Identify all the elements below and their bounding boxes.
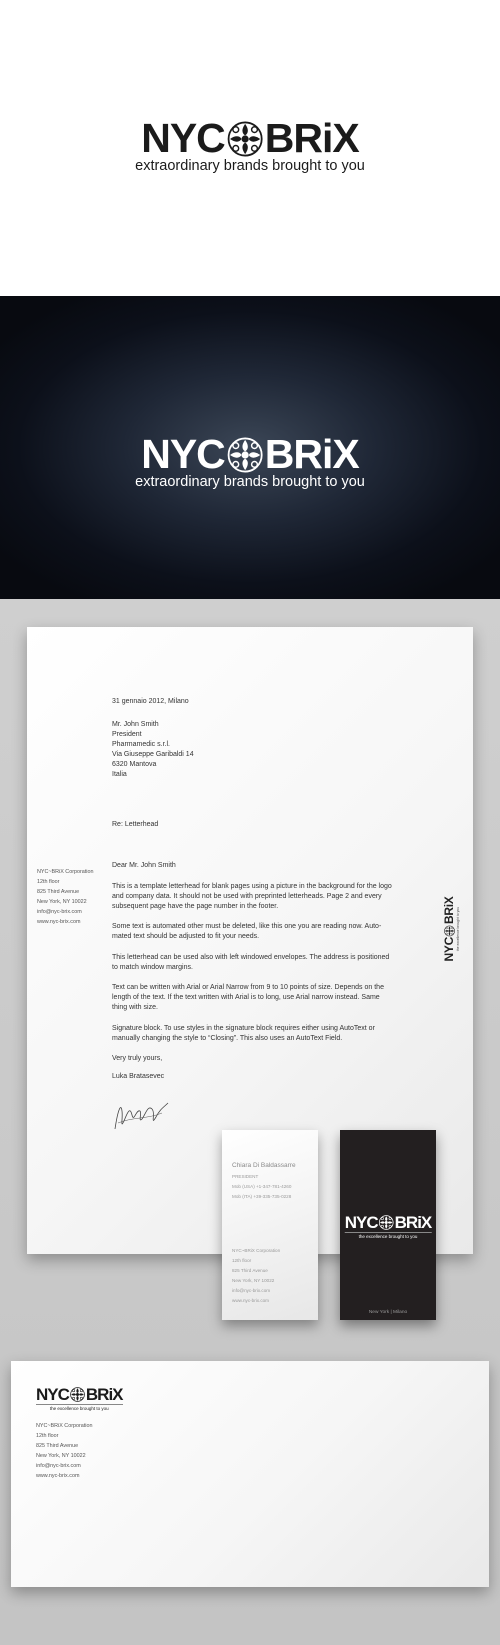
brand-tagline-short: the excellence brought to you — [345, 1232, 432, 1239]
brand-logo — [135, 115, 365, 174]
company-line: New York, NY 10022 — [36, 1453, 86, 1459]
letter-paragraph: Signature block. To use styles in the signature block requires either using AutoText or manually changing the style to “Closing”. This also uses an AutoText Field. — [112, 1024, 375, 1042]
company-line: www.nyc-brix.com — [232, 1298, 270, 1303]
brand-tagline-short: the excellence brought to you — [36, 1404, 123, 1411]
logo-light-panel — [0, 0, 500, 296]
recipient-line: Via Giuseppe Garibaldi 14 — [112, 751, 194, 758]
letter-salutation: Dear Mr. John Smith — [112, 862, 176, 869]
ornament-icon — [227, 121, 263, 157]
ornament-icon — [227, 437, 263, 473]
letter-body — [112, 697, 392, 1093]
brand-name-left: NYC — [141, 431, 225, 477]
ornament-icon — [70, 1387, 85, 1402]
brand-logo-inverted — [135, 431, 365, 490]
handwritten-signature — [112, 1099, 172, 1133]
recipient-address — [112, 720, 392, 780]
brand-name-right: BRiX — [85, 1385, 123, 1404]
company-line: 825 Third Avenue — [37, 889, 80, 895]
letter-subject: Re: Letterhead — [112, 821, 159, 828]
company-line: New York, NY 10022 — [37, 899, 87, 905]
company-line: 825 Third Avenue — [36, 1443, 79, 1449]
brand-name-right: BRiX — [442, 896, 456, 925]
logo-dark-panel — [0, 296, 500, 599]
letter-paragraph: This letterhead can be used also with left windowed envelopes. The address is positioned to match window margins. — [112, 953, 390, 971]
letter-signer: Luka Bratasevec — [112, 1073, 165, 1080]
company-line: www.nyc-brix.com — [37, 919, 81, 925]
card-person-name: Chiara Di Baldassarre — [232, 1162, 296, 1169]
card-logo — [345, 1214, 432, 1239]
company-line: NYC~BRiX Corporation — [232, 1248, 281, 1253]
company-line: 12th floor — [36, 1433, 59, 1439]
company-line: New York, NY 10022 — [232, 1278, 275, 1283]
brand-wordmark — [345, 1214, 432, 1231]
company-line: NYC~BRiX Corporation — [36, 1423, 93, 1429]
ornament-icon — [444, 925, 455, 936]
brand-tagline: extraordinary brands brought to you — [135, 158, 365, 174]
letter-closing: Very truly yours, — [112, 1055, 163, 1062]
company-line: 12th floor — [232, 1258, 252, 1263]
brand-name-left: NYC — [36, 1385, 69, 1404]
ornament-icon — [379, 1215, 394, 1230]
brand-tagline-short: the excellence brought to you — [456, 906, 460, 952]
letter-paragraph: This is a template letterhead for blank pages using a picture in the background for the logo and company data. It should not be used with preprinted letterheads. Page 2 and every subsequent page have the page number in the footer. — [112, 882, 392, 910]
card-phone-us: Mob (USA) +1-347-781-4260 — [232, 1184, 292, 1189]
company-line: www.nyc-brix.com — [36, 1473, 80, 1479]
brand-name-right: BRiX — [394, 1213, 432, 1232]
recipient-line: 6320 Mantova — [112, 761, 157, 768]
company-line: 825 Third Avenue — [232, 1268, 268, 1273]
card-person-title: PRESIDENT — [232, 1174, 259, 1179]
brand-name-right: BRiX — [264, 115, 359, 161]
recipient-line: President — [112, 731, 142, 738]
recipient-line: Mr. John Smith — [112, 721, 159, 728]
business-card-front — [222, 1130, 318, 1320]
card-cities: New York | Milano — [368, 1310, 408, 1315]
company-line: info@nyc-brix.com — [232, 1288, 271, 1293]
recipient-line: Italia — [112, 771, 127, 778]
brand-wordmark — [135, 431, 365, 477]
company-line: info@nyc-brix.com — [36, 1463, 81, 1469]
brand-wordmark — [36, 1386, 123, 1403]
brand-name-left: NYC — [141, 115, 225, 161]
company-line: info@nyc-brix.com — [37, 909, 82, 915]
envelope — [11, 1361, 489, 1587]
letter-company-info — [37, 867, 93, 927]
letter-date: 31 gennaio 2012, Milano — [112, 698, 189, 705]
company-line: 12th floor — [37, 879, 60, 885]
brand-name-left: NYC — [442, 937, 456, 962]
card-company-info — [232, 1246, 280, 1306]
recipient-line: Pharmamedic s.r.l. — [112, 741, 170, 748]
brand-name-left: NYC — [344, 1213, 378, 1232]
letter-vertical-logo — [441, 889, 461, 969]
brand-name-right: BRiX — [264, 431, 359, 477]
envelope-logo — [36, 1386, 123, 1411]
brand-tagline: extraordinary brands brought to you — [135, 474, 365, 490]
card-phone-it: Mob (ITA) +39-335-735-0228 — [232, 1194, 292, 1199]
letter-paragraph: Some text is automated other must be deleted, like this one you are reading now. Auto-mated text should be adjusted to fit your needs. — [112, 923, 382, 940]
brand-wordmark — [135, 115, 365, 161]
business-card-back — [340, 1130, 436, 1320]
letter-paragraph: Text can be written with Arial or Arial Narrow from 9 to 10 points of size. Depends on the length of the text. If the text written with Arial is to long, use Arial narrow instead. Same thing with size. — [112, 984, 384, 1011]
company-line: NYC~BRiX Corporation — [37, 869, 94, 875]
envelope-company-info — [36, 1421, 92, 1481]
